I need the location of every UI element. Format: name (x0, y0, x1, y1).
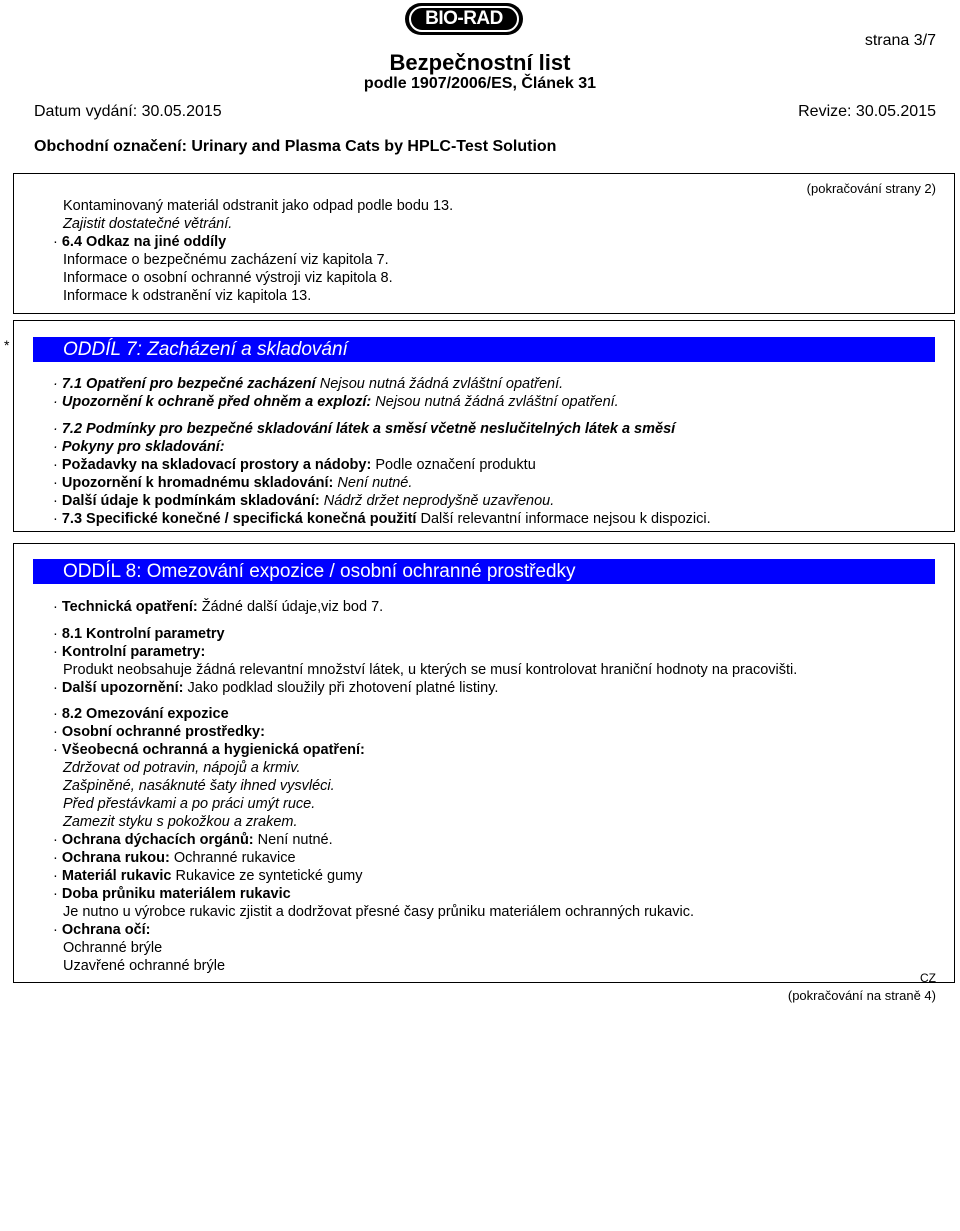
s7-row-2-value: Nejsou nutná žádná zvláštní opatření. (375, 394, 619, 410)
s8-row-18-label: Ochrana očí: (61, 922, 151, 938)
issue-date: Datum vydání: 30.05.2015 (34, 103, 222, 120)
continuation-to-next: (pokračování na straně 4) (787, 988, 936, 1003)
s7-row-2: · Upozornění k ochraně před ohněm a explozí: Nejsou nutná žádná zvláštní opatření. (53, 394, 619, 410)
s8-row-7: · Osobní ochranné prostředky: (53, 724, 265, 740)
s7-row-3: · 7.2 Podmínky pro bezpečné skladování látek a směsí včetně neslučitelných látek a směsí (53, 421, 676, 437)
s8-row-14-value: Ochranné rukavice (173, 850, 296, 866)
page-number: strana 3/7 (864, 32, 936, 49)
block1-line-1: Kontaminovaný materiál odstranit jako odpad podle bodu 13. (63, 198, 454, 214)
s7-row-7-value: Nádrž držet neprodyšně uzavřenou. (323, 493, 555, 509)
change-marker: * (4, 337, 10, 353)
s7-row-7: · Další údaje k podmínkám skladování: Nádrž držet neprodyšně uzavřenou. (53, 493, 555, 509)
block1-line-2: Zajistit dostatečné větrání. (63, 216, 233, 232)
document-title: Bezpečnostní list (389, 50, 571, 75)
s8-row-19: Ochranné brýle (63, 940, 163, 956)
s8-row-15-label: Materiál rukavic (61, 868, 172, 884)
s7-row-6-value: Není nutné. (337, 475, 413, 491)
s8-row-11: Před přestávkami a po práci umýt ruce. (63, 796, 316, 812)
s8-row-17: Je nutno u výrobce rukavic zjistit a dodržovat přesné časy průniku materiálem ochranných rukavic. (63, 904, 695, 920)
block1-label-6-4: 6.4 Odkaz na jiné oddíly (61, 234, 227, 250)
s8-row-16-label: Doba průniku materiálem rukavic (61, 886, 291, 902)
s8-row-3-label: Kontrolní parametry: (61, 644, 206, 660)
s7-row-4-label: Pokyny pro skladování: (61, 439, 225, 455)
s7-row-6-label: Upozornění k hromadnému skladování: (61, 475, 334, 491)
s7-row-8-label: 7.3 Specifické konečné / specifická konečná použití (61, 511, 417, 527)
s7-row-3-label: 7.2 Podmínky pro bezpečné skladování látek a směsí včetně neslučitelných látek a směsí (61, 421, 676, 437)
s7-row-5: · Požadavky na skladovací prostory a nádoby: Podle označení produktu (53, 457, 536, 473)
s8-row-6: · 8.2 Omezování expozice (53, 706, 229, 722)
trade-name: Obchodní označení: Urinary and Plasma Cats by HPLC-Test Solution (34, 138, 557, 155)
section-7-heading: ODDÍL 7: Zacházení a skladování (33, 337, 935, 362)
s8-row-10: Zašpiněné, nasáknuté šaty ihned vysvléci. (63, 778, 335, 794)
section-8-heading: ODDÍL 8: Omezování expozice / osobní ochranné prostředky (33, 559, 935, 584)
s8-row-15-value: Rukavice ze syntetické gumy (175, 868, 363, 884)
s8-row-9: Zdržovat od potravin, nápojů a krmiv. (63, 760, 301, 776)
s8-row-18: · Ochrana očí: (53, 922, 151, 938)
s8-row-5-label: Další upozornění: (61, 680, 184, 696)
s8-row-14: · Ochrana rukou: Ochranné rukavice (53, 850, 296, 866)
bio-rad-logo (405, 3, 523, 35)
s8-row-12: Zamezit styku s pokožkou a zrakem. (63, 814, 298, 830)
s7-row-5-label: Požadavky na skladovací prostory a nádoby: (61, 457, 372, 473)
s8-row-16: · Doba průniku materiálem rukavic (53, 886, 291, 902)
s8-row-14-label: Ochrana rukou: (61, 850, 170, 866)
s7-row-7-label: Další údaje k podmínkám skladování: (61, 493, 320, 509)
revision-date: Revize: 30.05.2015 (798, 103, 936, 120)
s8-row-13: · Ochrana dýchacích orgánů: Není nutné. (53, 832, 333, 848)
block1-line-4: Informace o bezpečnému zacházení viz kapitola 7. (63, 252, 389, 268)
s8-row-1: · Technická opatření: Žádné další údaje,viz bod 7. (53, 599, 384, 615)
s8-row-5: · Další upozornění: Jako podklad sloužily při zhotovení platné listiny. (53, 680, 499, 696)
s8-row-3: · Kontrolní parametry: (53, 644, 206, 660)
document-subtitle: podle 1907/2006/ES, Článek 31 (363, 75, 597, 92)
s7-row-1: · 7.1 Opatření pro bezpečné zacházení Nejsou nutná žádná zvláštní opatření. (53, 376, 564, 392)
s7-row-8-value: Další relevantní informace nejsou k dispozici. (420, 511, 711, 527)
block1-line-6: Informace k odstranění viz kapitola 13. (63, 288, 312, 304)
s8-row-6-label: 8.2 Omezování expozice (61, 706, 229, 722)
s8-row-1-label: Technická opatření: (61, 599, 198, 615)
s8-row-1-value: Žádné další údaje,viz bod 7. (201, 599, 384, 615)
s8-row-13-value: Není nutné. (257, 832, 333, 848)
continuation-from-previous: (pokračování strany 2) (806, 181, 936, 196)
s7-row-5-value: Podle označení produktu (375, 457, 536, 473)
block1-line-5: Informace o osobní ochranné výstroji viz kapitola 8. (63, 270, 393, 286)
s7-row-1-label: 7.1 Opatření pro bezpečné zacházení (61, 376, 316, 392)
s8-row-20: Uzavřené ochranné brýle (63, 958, 226, 974)
s8-row-7-label: Osobní ochranné prostředky: (61, 724, 265, 740)
s8-row-2: · 8.1 Kontrolní parametry (53, 626, 225, 642)
s7-row-6: · Upozornění k hromadnému skladování: Není nutné. (53, 475, 413, 491)
s8-row-8-label: Všeobecná ochranná a hygienická opatření: (61, 742, 365, 758)
language-code: CZ (920, 971, 936, 985)
s8-row-8: · Všeobecná ochranná a hygienická opatření: (53, 742, 365, 758)
block1-line-3: · 6.4 Odkaz na jiné oddíly (53, 234, 227, 250)
logo-text: BIO-RAD (409, 6, 519, 32)
s7-row-4: · Pokyny pro skladování: (53, 439, 225, 455)
s8-row-2-label: 8.1 Kontrolní parametry (61, 626, 225, 642)
s7-row-8: · 7.3 Specifické konečné / specifická konečná použití Další relevantní informace nejsou k dispozici. (53, 511, 711, 527)
s7-row-1-value: Nejsou nutná žádná zvláštní opatření. (319, 376, 564, 392)
s8-row-15: · Materiál rukavic Rukavice ze syntetické gumy (53, 868, 363, 884)
s8-row-13-label: Ochrana dýchacích orgánů: (61, 832, 254, 848)
s8-row-4: Produkt neobsahuje žádná relevantní množství látek, u kterých se musí kontrolovat hraniční hodnoty na pracovišti. (63, 662, 798, 678)
s8-row-5-value: Jako podklad sloužily při zhotovení platné listiny. (187, 680, 499, 696)
s7-row-2-label: Upozornění k ochraně před ohněm a explozí: (61, 394, 372, 410)
